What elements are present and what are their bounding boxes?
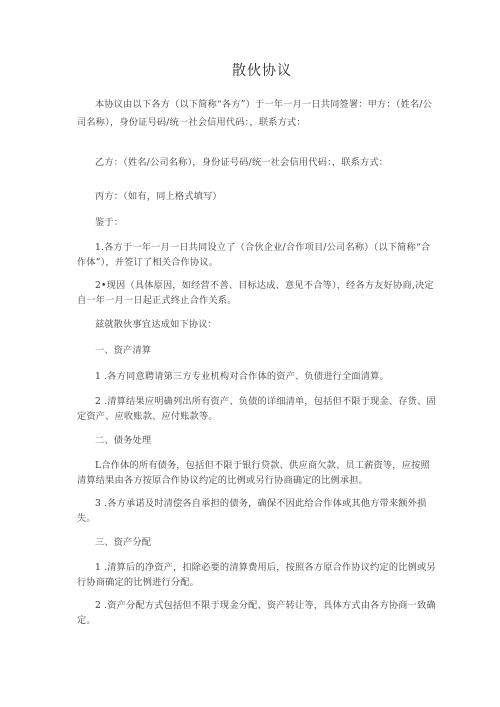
clause-2-3: 3 .各方承诺及时清偿各自承担的债务，确保不因此给合作体或其他方带来额外损失。 bbox=[77, 498, 427, 524]
section-heading-debt-handling: 二、债务处理 bbox=[95, 435, 152, 446]
paragraph-party-b: 乙方：（姓名/公司名称），身份证号码/统一社会信用代码：，联系方式： bbox=[95, 157, 389, 168]
paragraph-party-c: 丙方：（如有，同上格式填写） bbox=[95, 191, 222, 202]
clause-1-2: 2 .清算结果应明确列出所有资产、负债的详细清单，包括但不限于现金、存货、固定资产、应收账款、应付账款等。 bbox=[77, 396, 436, 422]
paragraph-whereas-2: 2•现因（具体原因，如经营不善、目标达成、意见不合等），经各方友好协商,决定自一年一月一日起正式终止合作关系。 bbox=[77, 280, 434, 306]
paragraph-whereas: 鉴于： bbox=[95, 217, 124, 228]
clause-2-1: L合作体的所有债务，包括但不限于银行贷款、供应商欠款、员工薪资等，应按照清算结果由各方按原合作协议约定的比例或另行协商确定的比例承担。 bbox=[77, 460, 430, 486]
section-heading-asset-liquidation: 一、资产清算 bbox=[95, 345, 152, 356]
clause-3-2: 2 .资产分配方式包括但不限于现金分配、资产转让等，具体方式由各方协商一致确定。 bbox=[77, 600, 436, 626]
document-title: 散伙协议 bbox=[232, 63, 292, 79]
section-heading-asset-distribution: 三、资产分配 bbox=[95, 537, 152, 548]
paragraph-agreement-intro: 兹就散伙事宜达成如下协议： bbox=[95, 319, 218, 330]
clause-1-1: 1 .各方同意聘请第三方专业机构对合作体的资产、负债进行全面清算。 bbox=[95, 371, 389, 382]
paragraph-intro: 本协议由以下各方（以下简称“各方”）于一年一月一日共同签署：甲方：（姓名/公司名称），身份证号码/统一社会信用代码：，联系方式： bbox=[77, 99, 433, 128]
paragraph-whereas-1: 1.各方于一年一月一日共同设立了（合伙企业/合作项目/公司名称）（以下简称“合作体”），并签订了相关合作协议。 bbox=[77, 242, 431, 268]
clause-3-1: 1 .清算后的净资产，扣除必要的清算费用后，按照各方原合作协议约定的比例或另行协商确定的比例进行分配。 bbox=[77, 562, 436, 588]
